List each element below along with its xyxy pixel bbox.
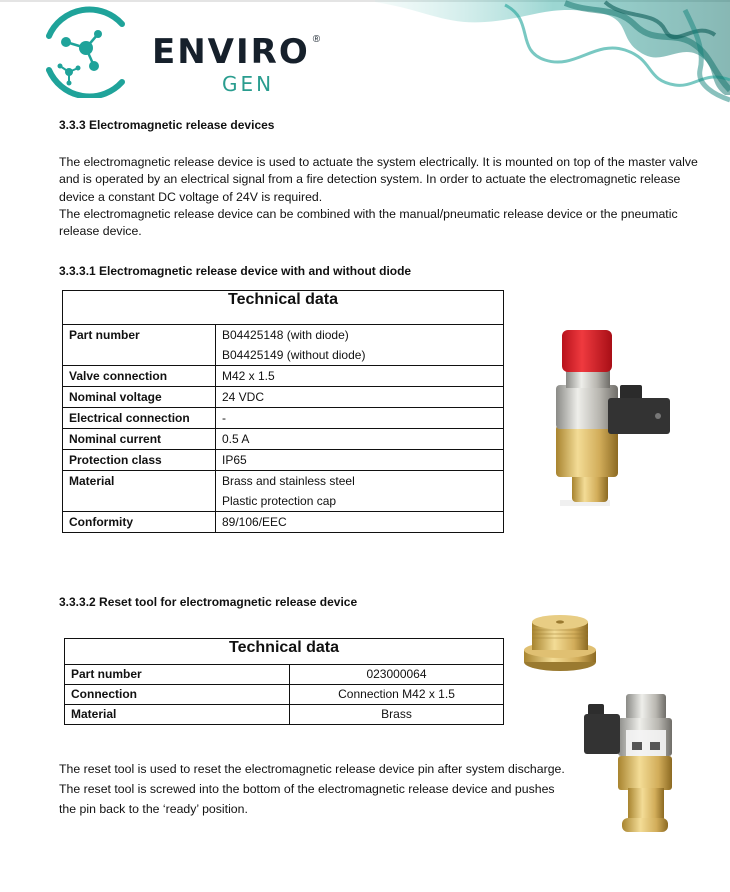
row-label: Nominal current (63, 429, 216, 450)
row-label: Connection (65, 685, 290, 705)
intro-paragraph: The electromagnetic release device is used to actuate the system electrically. It is mounted on top of the master valve and is operated by an electrical signal from a fire detection system. In order to actuate the electromagnetic release device a constant DC voltage of 24V is required. (59, 155, 698, 204)
table-row (63, 325, 504, 366)
reset-tool-image (522, 612, 598, 674)
technical-data-table-1 (62, 290, 504, 533)
table-row (63, 387, 504, 408)
table-title: Technical data (65, 639, 504, 665)
row-value: - (216, 408, 504, 429)
logo-wordmark-line (152, 32, 320, 72)
row-value: Brass (290, 705, 504, 725)
row-label: Protection class (63, 450, 216, 471)
row-value: IP65 (216, 450, 504, 471)
description-line: the pin back to the ‘ready’ position. (59, 802, 248, 816)
logo-wordmark: ENVIRO (152, 32, 310, 72)
row-label: Material (63, 471, 216, 512)
smoke-decoration (365, 0, 730, 110)
row-value-line: Brass and stainless steel (222, 474, 355, 488)
row-value-line: B04425149 (without diode) (222, 348, 366, 362)
row-value: 0.5 A (216, 429, 504, 450)
table-row (63, 471, 504, 512)
table-row (63, 512, 504, 533)
row-label: Part number (65, 665, 290, 685)
row-value: Connection M42 x 1.5 (290, 685, 504, 705)
envirogen-logo (34, 6, 354, 98)
row-value (216, 471, 504, 512)
row-value (216, 325, 504, 366)
row-label: Material (65, 705, 290, 725)
table-row (65, 665, 504, 685)
molecule-logo-icon (34, 6, 134, 98)
row-label: Part number (63, 325, 216, 366)
table-row (63, 429, 504, 450)
electromagnetic-release-device-image (550, 330, 690, 510)
technical-data-table-2 (64, 638, 504, 725)
table-row (63, 366, 504, 387)
table-title: Technical data (63, 291, 504, 325)
section-intro (59, 154, 709, 240)
logo-subtitle: GEN (222, 72, 275, 96)
table-row (65, 705, 504, 725)
row-value: 89/106/EEC (216, 512, 504, 533)
intro-paragraph: The electromagnetic release device can be combined with the manual/pneumatic release device or the pneumatic release device. (59, 206, 678, 239)
logo-wordmark-group (152, 32, 320, 96)
subsection1-heading: 3.3.3.1 Electromagnetic release device with and without diode (59, 264, 412, 278)
registered-mark: ® (312, 34, 321, 45)
row-value: 24 VDC (216, 387, 504, 408)
reset-tool-description (59, 759, 599, 819)
row-label: Nominal voltage (63, 387, 216, 408)
section-heading: 3.3.3 Electromagnetic release devices (59, 118, 275, 132)
table-row (63, 450, 504, 471)
row-value-line: Plastic protection cap (222, 494, 337, 508)
subsection2-heading: 3.3.3.2 Reset tool for electromagnetic release device (59, 595, 358, 609)
table-row (63, 408, 504, 429)
row-label: Valve connection (63, 366, 216, 387)
description-line: The reset tool is screwed into the bottom of the electromagnetic release device and pushes (59, 782, 555, 796)
row-label: Conformity (63, 512, 216, 533)
row-value: M42 x 1.5 (216, 366, 504, 387)
row-value-line: B04425148 (with diode) (222, 328, 349, 342)
row-label: Electrical connection (63, 408, 216, 429)
row-value: 023000064 (290, 665, 504, 685)
description-line: The reset tool is used to reset the electromagnetic release device pin after system discharge. (59, 762, 565, 776)
table-row (65, 685, 504, 705)
